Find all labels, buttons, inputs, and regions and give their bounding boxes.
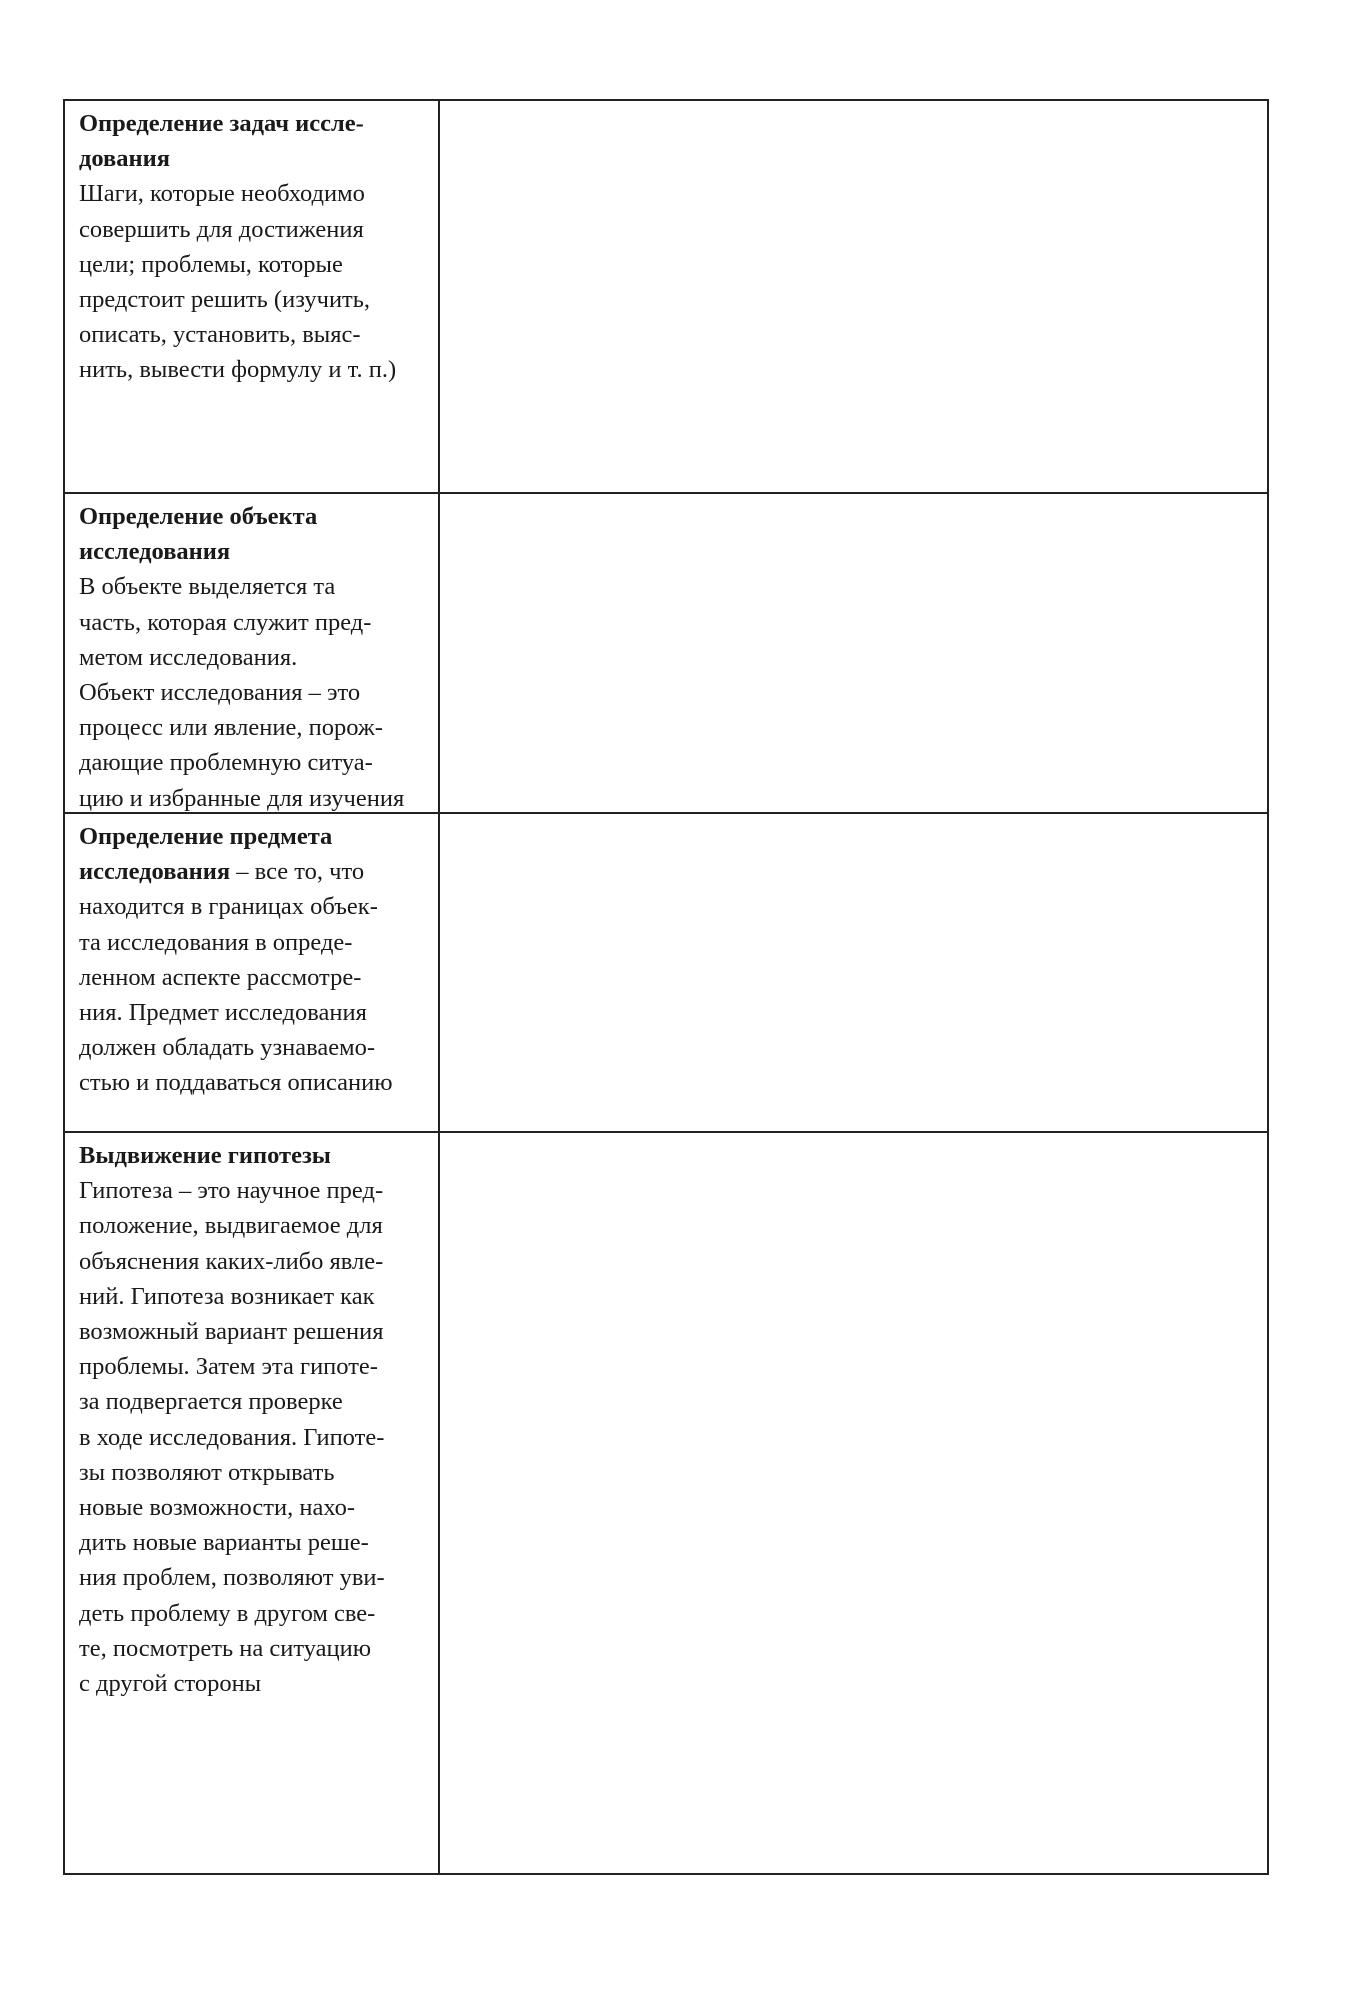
row-text: должен обладать узнаваемо- <box>79 1034 376 1062</box>
row-title: исследования <box>79 858 231 886</box>
row-title: Выдвижение гипотезы <box>79 1142 331 1169</box>
row-text: ний. Гипотеза возникает как <box>79 1282 375 1310</box>
row-title: Определение объекта <box>79 503 318 530</box>
row-text: Гипотеза – это научное пред- <box>79 1177 384 1205</box>
row-title-line <box>79 854 430 889</box>
label-cell-subject <box>65 814 440 1131</box>
row-text: та исследования в опреде- <box>79 928 353 956</box>
table-row-hypothesis <box>65 1131 1267 1873</box>
table-row-subject <box>65 812 1267 1131</box>
row-text: дающие проблемную ситуа- <box>79 749 373 777</box>
row-title: исследования <box>79 538 231 566</box>
row-text: за подвергается проверке <box>79 1388 343 1416</box>
row-text: дить новые варианты реше- <box>79 1529 369 1557</box>
answer-cell-object[interactable] <box>440 494 1267 812</box>
row-text: Шаги, которые необходимо <box>79 180 365 208</box>
row-text: новые возможности, нахо- <box>79 1494 356 1522</box>
row-text: предстоит решить (изучить, <box>79 286 371 314</box>
row-text: те, посмотреть на ситуацию <box>79 1634 372 1662</box>
row-text: описать, установить, выяс- <box>79 321 361 349</box>
row-text: процесс или явление, порож- <box>79 714 383 742</box>
table-row-object <box>65 492 1267 812</box>
row-text: с другой стороны <box>79 1670 262 1698</box>
row-text: часть, которая служит пред- <box>79 608 372 636</box>
label-cell-hypothesis <box>65 1133 440 1873</box>
answer-cell-hypothesis[interactable] <box>440 1133 1267 1873</box>
row-text: находится в границах объек- <box>79 893 378 921</box>
row-title: Определение предмета <box>79 823 333 850</box>
row-text: положение, выдвигаемое для <box>79 1212 383 1240</box>
row-text: Объект исследования – это <box>79 679 361 707</box>
row-text: возможный вариант решения <box>79 1318 384 1346</box>
row-text: ния. Предмет исследования <box>79 999 367 1027</box>
row-text: метом исследования. <box>79 643 298 671</box>
worksheet-table <box>63 99 1269 1875</box>
row-text: В объекте выделяется та <box>79 573 336 601</box>
row-text: цели; проблемы, которые <box>79 250 343 278</box>
row-text: стью и поддаваться описанию <box>79 1069 393 1097</box>
row-title: дования <box>79 145 171 173</box>
row-text: проблемы. Затем эта гипоте- <box>79 1353 378 1381</box>
row-text: зы позволяют открывать <box>79 1458 335 1486</box>
row-text: объяснения каких-либо явле- <box>79 1247 384 1275</box>
row-text: нить, вывести формулу и т. п.) <box>79 356 397 384</box>
row-text: – все то, что <box>230 858 365 886</box>
answer-cell-tasks[interactable] <box>440 101 1267 492</box>
row-text: ленном аспекте рассмотре- <box>79 963 362 991</box>
row-title: Определение задач иссле- <box>79 110 364 137</box>
table-row-tasks <box>65 101 1267 492</box>
answer-cell-subject[interactable] <box>440 814 1267 1131</box>
label-cell-tasks <box>65 101 440 492</box>
row-text: совершить для достижения <box>79 215 364 243</box>
row-text: в ходе исследования. Гипоте- <box>79 1423 385 1451</box>
row-text: ния проблем, позволяют уви- <box>79 1564 385 1592</box>
row-text: деть проблему в другом све- <box>79 1599 376 1627</box>
label-cell-object <box>65 494 440 812</box>
row-text: цию и избранные для изучения <box>79 784 405 812</box>
